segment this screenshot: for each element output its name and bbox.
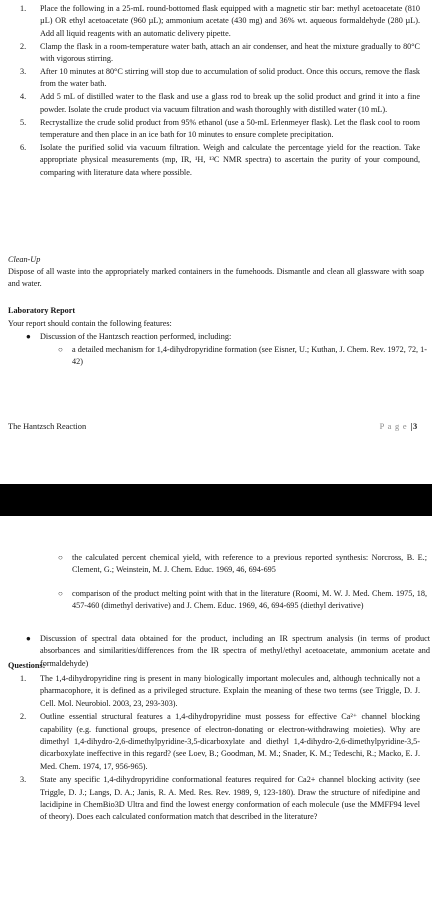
page-number: P a g e |3 xyxy=(379,422,418,431)
report-subitem-meltingpoint: ○ comparison of the product melting point with that in the literature (Roomi, M. W. J. Med. Chem. 1975, 18, 457-460 (dimethyl derivative) and J. Chem. Educ. 1969, 46, 694-695 (diethyl derivative) xyxy=(58,589,427,611)
step-text: Recrystallize the crude solid product from 95% ethanol (use a 50-mL Erlenmeyer flask). Let the flask cool to room temperature and then place in an ice bath for 10 minutes to ensure complete precipitation. xyxy=(40,117,420,140)
step-text: Isolate the purified solid via vacuum filtration. Weigh and calculate the percentage yield for the reaction. Take appropriate physical measurements (mp, IR, ¹H, ¹³C NMR spectra) to ascertain the purity of your compound, comparing with literature data where possible. xyxy=(40,142,420,177)
questions-heading: Questions: xyxy=(8,661,46,670)
document-page-2 xyxy=(0,516,432,915)
report-subitem-yield: ○ the calculated percent chemical yield, with reference to a previous reported synthesis: Norcross, B. E.; Clement, G.; Weinstein, M. J. Chem. Educ. 1969, 46, 694-695 xyxy=(58,553,427,575)
procedure-step: 6. Isolate the purified solid via vacuum filtration. Weigh and calculate the percentage yield for the reaction. Take appropriate physical measurements (mp, IR, ¹H, ¹³C NMR spectra) to ascertain the purity of your compound, comparing with literature data where possible. xyxy=(20,142,420,177)
circle-bullet-icon: ○ xyxy=(58,553,63,562)
cleanup-text: Dispose of all waste into the appropriately marked containers in the fumehoods. Dismantle and clean all glassware with soap and water. xyxy=(8,267,424,289)
step-text: Place the following in a 25-mL round-bottomed flask equipped with a magnetic stir bar: methyl acetoacetate (810 µL) OR ethyl acetoacetate (960 µL); ammonium acetate (430 mg) and 36% wt. aqueous formaldehyde (280 µL). Add all liquid reagents with an automatic delivery pipette. xyxy=(40,4,420,38)
procedure-step: 2. Clamp the flask in a room-temperature water bath, attach an air condenser, and heat the mixture gradually to 80°C with vigorous stirring. xyxy=(20,41,420,64)
procedure-step: 3. After 10 minutes at 80°C stirring will stop due to accumulation of solid product. Once this occurs, remove the flask from the water bath. xyxy=(20,67,420,89)
report-intro: Your report should contain the following features: xyxy=(8,319,172,328)
footer-title: The Hantzsch Reaction xyxy=(8,422,87,431)
cleanup-heading: Clean-Up xyxy=(8,255,41,264)
question-item: 3. State any specific 1,4-dihydropyridine conformational features required for Ca2+ channel blocking activity (see Triggle, D. J.; Langs, D. A.; Janis, R. A. Med. Res. Rev. 1989, 9, 123-180). Draw the structure of nifedipine and lacidipine in ChemBio3D Ultra and find the lowest energy conformation of each molecule (use the MMFF94 level of theory). Does each calculated conformation match that described in the literature? xyxy=(20,775,420,822)
question-item: 1. The 1,4-dihydropyridine ring is present in many biologically important molecules and, although technically not a pharmacophore, it is defined as a privileged structure. Explain the meaning of these two terms (see Triggle, D. J. Cell. Mol. Neurobiol. 2003, 23, 293-303). xyxy=(20,674,420,708)
page-break-band xyxy=(0,484,432,516)
question-item: 2. Outline essential structural features a 1,4-dihydropyridine must possess for effective Ca²⁺ channel blocking capability (e.g. functional groups, presence of electron-donating or electron-withdrawing moieties). Why are dimethyl 1,4-dihydro-2,6-dimethylpyridine-3,5-dicarboxylate and diethyl 1,4-dihydro-2,6-dimethylpyridine-3,5-dicarboxylate ineffective in this regard? (see Loev, B.; Goodman, M. M.; Snader, K. M.; Tedeschi, R.; Macko, E. J. Med. Chem. 1974, 17, 956-965). xyxy=(20,712,420,771)
circle-bullet-icon: ○ xyxy=(58,589,63,598)
bullet-icon: ● xyxy=(26,332,31,341)
bullet-icon: ● xyxy=(26,634,31,643)
step-text: After 10 minutes at 80°C stirring will stop due to accumulation of solid product. Once this occurs, remove the flask from the water bath. xyxy=(40,67,420,89)
questions-list xyxy=(20,673,420,825)
circle-bullet-icon: ○ xyxy=(58,345,63,354)
report-bullet-mechanism: ● Discussion of the Hantzsch reaction performed, including: xyxy=(40,331,430,343)
procedure-steps xyxy=(20,3,420,180)
step-text: Add 5 mL of distilled water to the flask and use a glass rod to break up the solid product and grind it into a fine powder. Isolate the crude product via vacuum filtration and wash thoroughly with distilled water (10 mL). xyxy=(40,92,420,114)
report-heading: Laboratory Report xyxy=(8,306,76,315)
report-subitem-mechanism: ○ a detailed mechanism for 1,4-dihydropyridine formation (see Eisner, U.; Kuthan, J. Chem. Rev. 1972, 72, 1-42) xyxy=(58,345,427,367)
procedure-step: 5. Recrystallize the crude solid product from 95% ethanol (use a 50-mL Erlenmeyer flask). Let the flask cool to room temperature and then place in an ice bath for 10 minutes to ensure complete precipitation. xyxy=(20,117,420,140)
procedure-step: 1. Place the following in a 25-mL round-bottomed flask equipped with a magnetic stir bar: methyl acetoacetate (810 µL) OR ethyl acetoacetate (960 µL); ammonium acetate (430 mg) and 36% wt. aqueous formaldehyde (280 µL). Add all liquid reagents with an automatic delivery pipette. xyxy=(20,4,420,38)
step-text: Clamp the flask in a room-temperature water bath, attach an air condenser, and heat the mixture gradually to 80°C with vigorous stirring. xyxy=(40,41,420,64)
procedure-step: 4. Add 5 mL of distilled water to the flask and use a glass rod to break up the solid product and grind it into a fine powder. Isolate the crude product via vacuum filtration and wash thoroughly with distilled water (10 mL). xyxy=(20,92,420,114)
report-bullet-spectral: ● Discussion of spectral data obtained for the product, including an IR spectrum analysis (in terms of product absorbances and similarities/differences from the IR spectra of methyl/ethyl acetoacetate, ammonium acetate and formaldehyde) xyxy=(26,634,430,668)
